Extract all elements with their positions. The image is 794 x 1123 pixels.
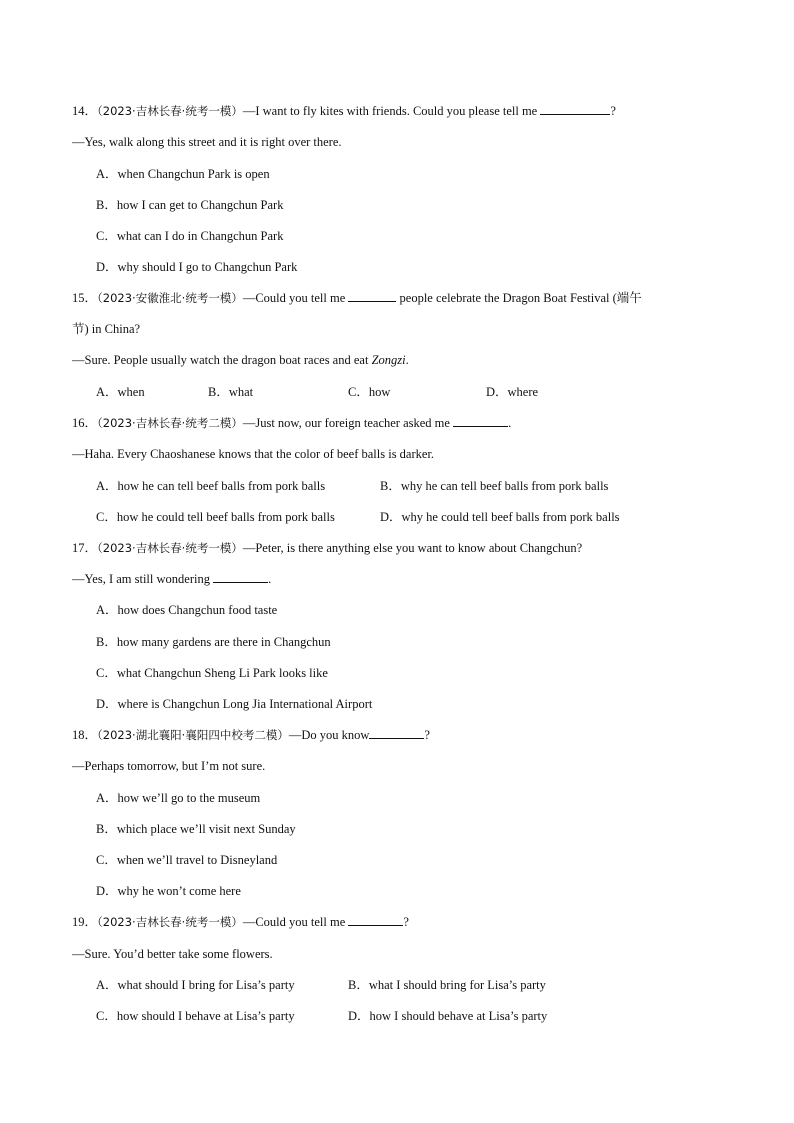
question-source: （2023·吉林长春·统考一模）	[97, 915, 243, 929]
question-text-end: ?	[610, 104, 616, 118]
question-source: （2023·安徽淮北·统考一模）	[97, 291, 243, 305]
question-text: —Could you tell me	[242, 291, 346, 305]
question-14-stem	[72, 103, 616, 119]
answer-blank	[348, 914, 403, 926]
question-17-stem	[72, 540, 582, 556]
option-d: D．where	[486, 385, 539, 399]
option-d: D．where is Changchun Long Jia International Airport	[96, 697, 373, 711]
question-19-reply: —Sure. You’d better take some flowers.	[72, 947, 273, 961]
question-source: （2023·吉林长春·统考一模）	[97, 104, 243, 118]
question-number: 17．	[72, 541, 98, 555]
answer-blank	[453, 415, 508, 427]
question-text-end: people celebrate the Dragon Boat Festival (端午	[399, 291, 642, 305]
answer-blank	[348, 290, 396, 302]
question-source: （2023·吉林长春·统考一模）	[97, 541, 243, 555]
question-number: 18．	[72, 728, 98, 742]
question-14-reply: —Yes, walk along this street and it is right over there.	[72, 135, 342, 149]
answer-blank	[369, 727, 424, 739]
question-number: 19．	[72, 915, 98, 929]
option-c: C．how he could tell beef balls from pork balls	[96, 510, 335, 524]
option-c: C．what can I do in Changchun Park	[96, 229, 284, 243]
question-15-stem-cont: 节) in China?	[72, 322, 141, 336]
option-c: C．how	[348, 385, 391, 399]
option-c: C．how should I behave at Lisa’s party	[96, 1009, 295, 1023]
question-text: —Could you tell me	[242, 915, 346, 929]
option-a: A．when	[96, 385, 145, 399]
option-d: D．why he won’t come here	[96, 884, 241, 898]
question-19-stem	[72, 914, 409, 930]
question-15-stem	[72, 290, 642, 306]
option-c: C．when we’ll travel to Disneyland	[96, 853, 278, 867]
question-text: —Do you know	[288, 728, 370, 742]
option-a: A．how does Changchun food taste	[96, 603, 278, 617]
option-a: A．what should I bring for Lisa’s party	[96, 978, 295, 992]
question-text: —Peter, is there anything else you want to know about Changchun?	[242, 541, 583, 555]
option-b: B．how I can get to Changchun Park	[96, 198, 284, 212]
answer-blank	[213, 571, 268, 583]
question-18-stem	[72, 727, 430, 743]
question-17-reply: —Yes, I am still wondering .	[72, 572, 272, 586]
option-d: D．how I should behave at Lisa’s party	[348, 1009, 548, 1023]
option-a: A．how we’ll go to the museum	[96, 791, 261, 805]
question-18-reply: —Perhaps tomorrow, but I’m not sure.	[72, 759, 266, 773]
option-b: B．what	[208, 385, 254, 399]
question-text-end: ?	[403, 915, 409, 929]
question-text: —I want to fly kites with friends. Could you please tell me	[242, 104, 538, 118]
option-b: B．which place we’ll visit next Sunday	[96, 822, 296, 836]
question-text-end: ?	[424, 728, 430, 742]
option-d: D．why he could tell beef balls from pork balls	[380, 510, 620, 524]
question-number: 14．	[72, 104, 98, 118]
question-15-reply: —Sure. People usually watch the dragon boat races and eat Zongzi.	[72, 353, 409, 367]
question-16-reply: —Haha. Every Chaoshanese knows that the color of beef balls is darker.	[72, 447, 435, 461]
question-text: —Just now, our foreign teacher asked me	[242, 416, 450, 430]
question-source: （2023·吉林长春·统考二模）	[97, 416, 243, 430]
question-source: （2023·湖北襄阳·襄阳四中校考二模）	[97, 728, 289, 742]
option-b: B．how many gardens are there in Changchun	[96, 635, 331, 649]
option-c: C．what Changchun Sheng Li Park looks like	[96, 666, 328, 680]
question-text-end: .	[508, 416, 512, 430]
option-b: B．what I should bring for Lisa’s party	[348, 978, 546, 992]
question-16-stem	[72, 415, 511, 431]
answer-blank	[540, 103, 610, 115]
option-a: A．when Changchun Park is open	[96, 167, 270, 181]
option-b: B．why he can tell beef balls from pork balls	[380, 479, 609, 493]
question-number: 15．	[72, 291, 98, 305]
option-a: A．how he can tell beef balls from pork balls	[96, 479, 326, 493]
option-d: D．why should I go to Changchun Park	[96, 260, 298, 274]
question-number: 16．	[72, 416, 98, 430]
